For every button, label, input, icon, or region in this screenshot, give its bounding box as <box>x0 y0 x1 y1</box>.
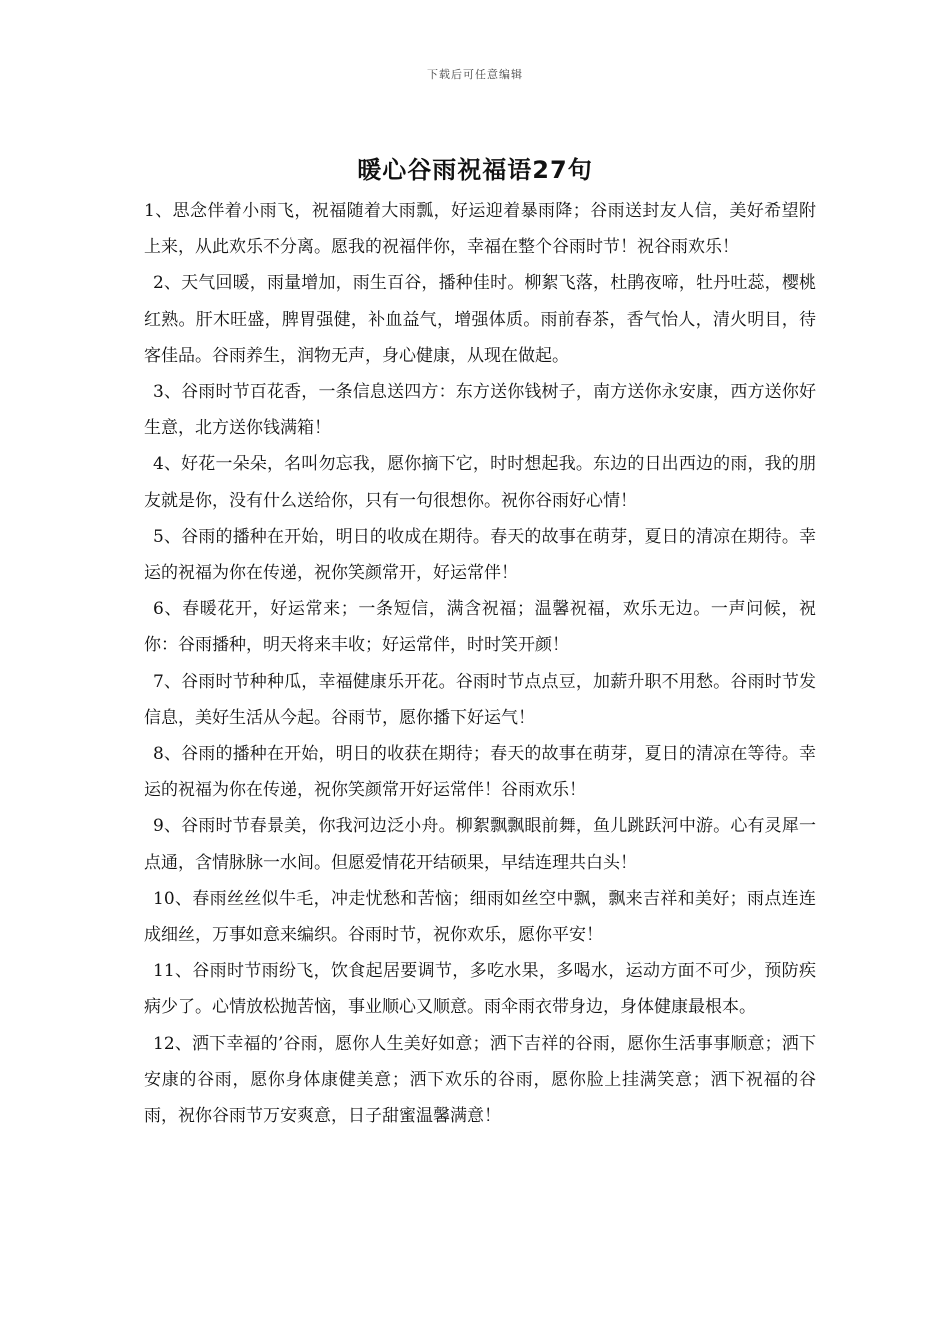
paragraph-3: 3、谷雨时节百花香，一条信息送四方：东方送你钱树子，南方送你永安康，西方送你好生意，北方送你钱满箱！ <box>144 382 816 439</box>
paragraph-11: 11、谷雨时节雨纷飞，饮食起居要调节，多吃水果，多喝水，运动方面不可少，预防疾病少了。心情放松抛苦恼，事业顺心又顺意。雨伞雨衣带身边，身体健康最根本。 <box>144 961 816 1018</box>
paragraph-7: 7、谷雨时节种种瓜，幸福健康乐开花。谷雨时节点点豆，加薪升职不用愁。谷雨时节发信息，美好生活从今起。谷雨节，愿你播下好运气！ <box>144 671 816 728</box>
paragraph-2: 2、天气回暖，雨量增加，雨生百谷，播种佳时。柳絮飞落，杜鹃夜啼，牡丹吐蕊，樱桃红熟。肝木旺盛，脾胃强健，补血益气，增强体质。雨前春茶，香气怡人，清火明目，待客佳品。谷雨养生，润物无声，身心健康，从现在做起。 <box>144 273 816 366</box>
paragraph-9: 9、谷雨时节春景美，你我河边泛小舟。柳絮飘飘眼前舞，鱼儿跳跃河中游。心有灵犀一点通，含情脉脉一水间。但愿爱情花开结硕果，早结连理共白头！ <box>144 816 816 873</box>
paragraph-12: 12、洒下幸福的’谷雨，愿你人生美好如意；洒下吉祥的谷雨，愿你生活事事顺意；洒下安康的谷雨，愿你身体康健美意；洒下欢乐的谷雨，愿你脸上挂满笑意；洒下祝福的谷雨，祝你谷雨节万安爽意，日子甜蜜温馨满意！ <box>144 1033 816 1127</box>
paragraph-8: 8、谷雨的播种在开始，明日的收获在期待；春天的故事在萌芽，夏日的清凉在等待。幸运的祝福为你在传递，祝你笑颜常开好运常伴！谷雨欢乐！ <box>144 744 816 801</box>
paragraph-5: 5、谷雨的播种在开始，明日的收成在期待。春天的故事在萌芽，夏日的清凉在期待。幸运的祝福为你在传递，祝你笑颜常开，好运常伴！ <box>144 526 816 584</box>
paragraph-4: 4、好花一朵朵，名叫勿忘我，愿你摘下它，时时想起我。东边的日出西边的雨，我的朋友就是你，没有什么送给你，只有一句很想你。祝你谷雨好心情！ <box>144 454 816 511</box>
page-header-note: 下载后可任意编辑 <box>427 68 523 81</box>
paragraph-10: 10、春雨丝丝似牛毛，冲走忧愁和苦恼；细雨如丝空中飘，飘来吉祥和美好；雨点连连成细丝，万事如意来编织。谷雨时节，祝你欢乐，愿你平安！ <box>144 888 816 946</box>
document-body <box>144 193 816 1134</box>
paragraph-6: 6、春暖花开，好运常来；一条短信，满含祝福；温馨祝福，欢乐无边。一声问候，祝你：谷雨播种，明天将来丰收；好运常伴，时时笑开颜！ <box>144 599 816 656</box>
paragraph-1: 1、思念伴着小雨飞，祝福随着大雨瓢，好运迎着暴雨降；谷雨送封友人信，美好希望附上来，从此欢乐不分离。愿我的祝福伴你，幸福在整个谷雨时节！祝谷雨欢乐！ <box>144 201 816 258</box>
document-title: 暖心谷雨祝福语27句 <box>357 156 593 184</box>
